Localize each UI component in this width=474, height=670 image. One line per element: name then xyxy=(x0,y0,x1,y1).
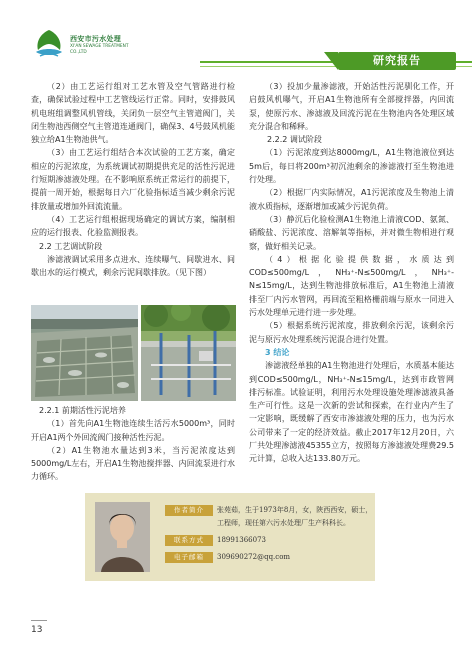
paragraph: （3）投加少量渗滤液，开始活性污泥驯化工作，开启鼓风机曝气，开启A1生物池所有全部搅拌器，内回流泵，使原污水、渗滤液及回流污泥在生物池内各处理区域充分混合和稀释。 xyxy=(249,82,454,131)
paragraph: （4）工艺运行组根据现场确定的调试方案，编制相应的运行报表、化验监测报表。 xyxy=(31,214,235,238)
author-info-box xyxy=(85,493,375,581)
email-label: 电子邮箱 xyxy=(165,552,213,563)
paragraph: （2）根据厂内实际情况，A1污泥浓度及生物池上清液水质指标，逐渐增加或减少污泥负荷。 xyxy=(249,188,454,211)
phone-value: 18991366073 xyxy=(217,536,266,544)
logo-title: 西安市污水处理 xyxy=(70,35,122,43)
email-value[interactable]: 309690272@qq.com xyxy=(217,553,291,561)
aeration-pipes-photo xyxy=(141,305,236,401)
treatment-tank-photo xyxy=(31,305,138,401)
author-bio-line1: 张苑茹，生于1973年8月，女，陕西西安，硕士， xyxy=(217,506,373,514)
paragraph: （2）A1生物池水量达到3米，当污泥浓度达到5000mg/L左右，开启A1生物池搅拌器、内回流泵进行水力循环。 xyxy=(31,445,235,482)
paragraph: （2）由工艺运行组对工艺水管及空气管路进行检查，确保试验过程中工艺管线运行正常。同时，安排鼓风机电班组调整风机管线，关闭负一层空气主管道阀门，关闭生物池西侧空气主管道连通阀门，确保3、4号鼓风机能独立给A1生物池供气。 xyxy=(31,82,235,145)
paragraph: （3）静沉后化验检测A1生物池上清液COD、氨氮、硝酸盐、污泥浓度、溶解氧等指标，并对微生物相进行观察，做好相关记录。 xyxy=(249,214,454,251)
paragraph: （4）根据化验提供数据，水质达到COD≤500mg/L，NH₃⁺-N≤500mg/L，NH₃⁺-N≤15mg/L，达到生物池排放标准后，A1生物池上清液排至厂内污水管网，再回流至粗格栅前端与原水一同进入污水处理单元进行进一步处理。 xyxy=(249,254,454,318)
author-bio-line2: 工程师，现任第六污水处理厂生产科科长。 xyxy=(217,519,350,527)
photo-row xyxy=(31,305,236,401)
paragraph: （3）由工艺运行组结合本次试验的工艺方案，确定相应的污泥浓度，为系统调试初期提供充足的活性污泥进行短期渗滤液处理。在不影响原系统正常运行的前提下，提前一周开始，根据每日六厂化验指标适当减少剩余污泥排放量或增加外回流流量。 xyxy=(31,148,235,211)
left-column-top xyxy=(31,80,235,279)
subsection-heading: 2.2 工艺调试阶段 xyxy=(39,241,103,251)
author-label: 作者简介 xyxy=(165,505,213,516)
paragraph: （1）污泥浓度到达8000mg/L，A1生物池液位到达5m后，每日将200m³初沉池剩余的渗滤液打至生物池进行处理。 xyxy=(249,148,454,185)
subsection-heading: 2.2.2 调试阶段 xyxy=(267,135,322,145)
paragraph: 渗滤液调试采用多点进水、连续曝气、间歇进水、间歇出水的运行模式，剩余污泥间歇排放。（见下图） xyxy=(31,254,235,278)
page-number: 13 xyxy=(31,625,43,635)
section-heading: 3 结论 xyxy=(265,347,290,357)
section-label: 研究报告 xyxy=(338,52,456,70)
subsection-heading: 2.2.1 前期活性污泥培养 xyxy=(39,406,126,415)
company-logo-icon xyxy=(32,28,66,60)
paragraph: （1）首先向A1生物池连续生活污水5000m³，同时开启A1两个外回流阀门接种活性污泥。 xyxy=(31,419,235,442)
right-column xyxy=(249,80,454,466)
paragraph: 渗滤液经单独的A1生物池进行处理后，水质基本能达到COD≤500mg/L，NH₃⁺-N≤15mg/L，达到市政管网排污标准。试验证明，利用污水处理设施处理渗滤液具备生产可行性。这是一次新的尝试和探索，在行业内产生了一定影响，既缓解了西安市渗滤液处理的压力，也为污水公司带来了一定的经济效益。截止2017年12月20日，六厂共处理渗滤液45355立方，按照每方渗滤液处理费29.5元计算，总收入达133.80万元。 xyxy=(249,361,454,464)
phone-label: 联系方式 xyxy=(165,535,213,546)
author-photo xyxy=(95,502,150,572)
logo-subtitle: XI'AN SEWAGE TREATMENT CO.,LTD xyxy=(70,44,129,55)
paragraph: （5）根据系统污泥浓度，排放剩余污泥，该剩余污泥与原污水处理系统污泥混合进行处置。 xyxy=(249,321,454,344)
footer-rule xyxy=(31,620,47,621)
left-column-bottom xyxy=(31,404,235,484)
page-header xyxy=(0,0,474,78)
